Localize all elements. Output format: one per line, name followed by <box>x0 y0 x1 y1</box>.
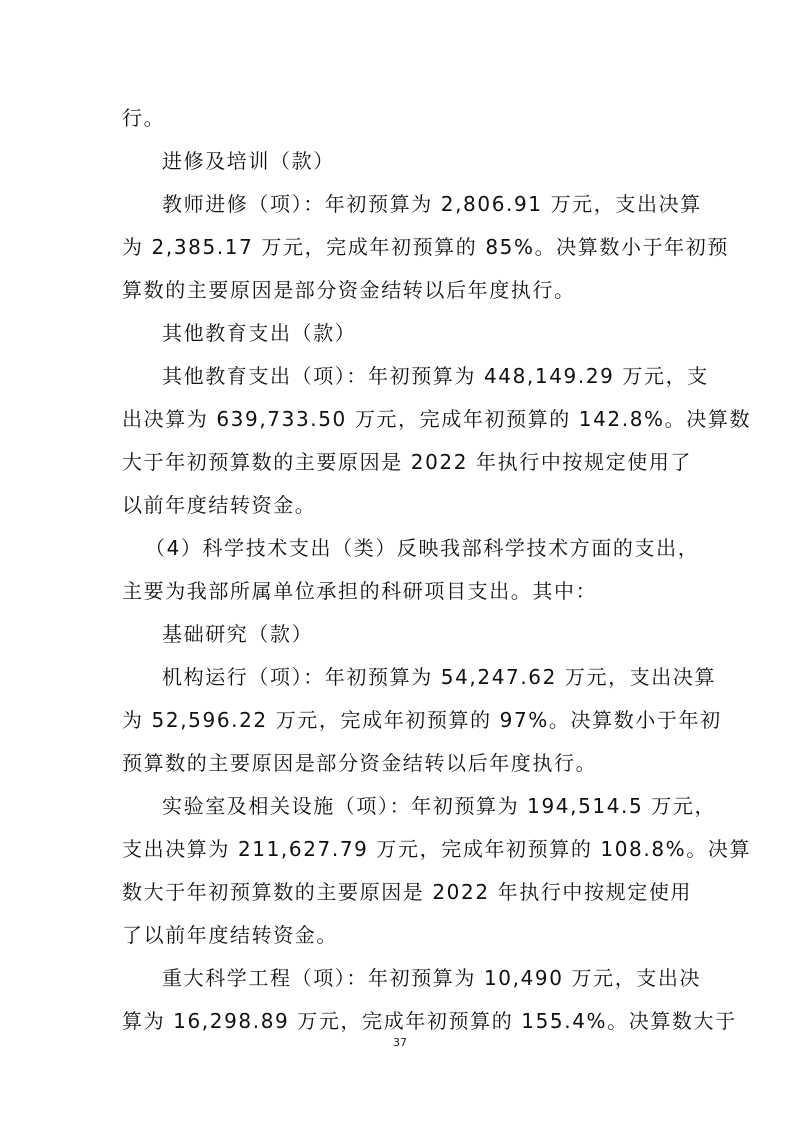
text-line-17: 实验室及相关设施（项）：年初预算为 194,514.5 万元， <box>162 794 717 818</box>
text-line-1: 行。 <box>122 106 166 130</box>
text-line-14: 机构运行（项）：年初预算为 54,247.62 万元，支出决算 <box>162 665 717 689</box>
text-line-18: 支出决算为 211,627.79 万元，完成年初预算的 108.8%。决算 <box>122 837 752 861</box>
page-number: 37 <box>393 1036 407 1049</box>
text-line-22: 算为 16,298.89 万元，完成年初预算的 155.4%。决算数大于 <box>122 1009 737 1033</box>
text-line-20: 了以前年度结转资金。 <box>122 923 338 947</box>
text-line-7: 其他教育支出（项）：年初预算为 448,149.29 万元，支 <box>162 364 709 388</box>
heading-other-education: 其他教育支出（款） <box>162 321 357 345</box>
text-line-21: 重大科学工程（项）：年初预算为 10,490 万元，支出决 <box>162 966 702 990</box>
text-line-16: 预算数的主要原因是部分资金结转以后年度执行。 <box>122 751 598 775</box>
text-line-4: 为 2,385.17 万元，完成年初预算的 85%。决算数小于年初预 <box>122 235 729 259</box>
heading-training: 进修及培训（款） <box>162 149 335 173</box>
text-line-8: 出决算为 639,733.50 万元，完成年初预算的 142.8%。决算数 <box>122 407 752 431</box>
text-line-19: 数大于年初预算数的主要原因是 2022 年执行中按规定使用 <box>122 880 693 904</box>
section-heading-science: （4）科学技术支出（类）反映我部科学技术方面的支出， <box>145 536 700 560</box>
text-line-9: 大于年初预算数的主要原因是 2022 年执行中按规定使用了 <box>122 450 693 474</box>
text-line-5: 算数的主要原因是部分资金结转以后年度执行。 <box>122 278 576 302</box>
text-line-3: 教师进修（项）：年初预算为 2,806.91 万元，支出决算 <box>162 192 702 216</box>
text-line-15: 为 52,596.22 万元，完成年初预算的 97%。决算数小于年初 <box>122 708 722 732</box>
text-line-12: 主要为我部所属单位承担的科研项目支出。其中： <box>122 579 598 603</box>
text-line-10: 以前年度结转资金。 <box>122 493 317 517</box>
heading-basic-research: 基础研究（款） <box>162 622 314 646</box>
